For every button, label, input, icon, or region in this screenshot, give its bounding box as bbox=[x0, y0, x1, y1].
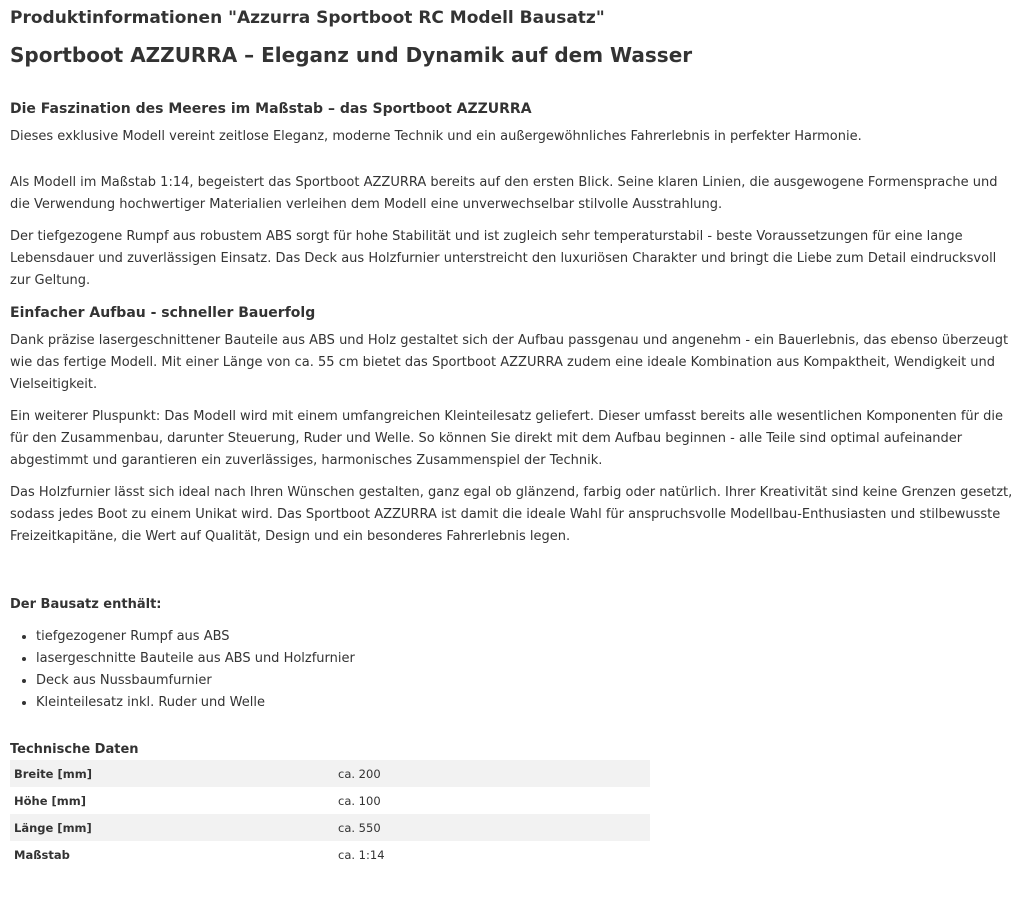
paragraph: Ein weiterer Pluspunkt: Das Modell wird mit einem umfangreichen Kleinteilesatz geliefert. Dieser umfasst bereits alle wesentlichen Komponenten für die für den Zusammenbau, darunter Steuerung, Ruder und Welle. So können Sie direkt mit dem Aufbau beginnen - alle Teile sind optimal aufeinander abgestimmt und garantieren ein zuverlässiges, harmonisches Zusammenspiel der Technik. bbox=[10, 409, 1004, 468]
kit-contents-title: Der Bausatz enthält: bbox=[10, 597, 162, 612]
kit-contents-list bbox=[10, 626, 1020, 714]
spec-label: Breite [mm] bbox=[10, 760, 334, 787]
tech-data-table bbox=[10, 760, 650, 868]
paragraph: Dank präzise lasergeschnittener Bauteile aus ABS und Holz gestaltet sich der Aufbau passgenau und angenehm - ein Bauerlebnis, das ebenso überzeugt wie das fertige Modell. Mit einer Länge von ca. 55 cm bietet das Sportboot AZZURRA zudem eine ideale Kombination aus Kompaktheit, Wendigkeit und Vielseitigkeit. bbox=[10, 333, 1009, 392]
table-row bbox=[10, 814, 650, 841]
spec-value: ca. 200 bbox=[334, 760, 650, 787]
list-item: • Deck aus Nussbaumfurnier bbox=[36, 670, 1020, 692]
table-row bbox=[10, 841, 650, 868]
spec-value: ca. 100 bbox=[338, 793, 381, 808]
table-row bbox=[10, 760, 650, 787]
tech-data-title: Technische Daten bbox=[10, 742, 139, 757]
paragraph: Der tiefgezogene Rumpf aus robustem ABS sorgt für hohe Stabilität und ist zugleich sehr temperaturstabil - beste Voraussetzungen für eine lange Lebensdauer und zuverlässigen Einsatz. Das Deck aus Holzfurnier unterstreicht den luxuriösen Charakter und bringt die Liebe zum Detail eindrucksvoll zur Geltung. bbox=[10, 229, 997, 288]
spec-value: ca. 1:14 bbox=[338, 847, 385, 862]
spec-label: Höhe [mm] bbox=[14, 793, 86, 808]
spec-label: Länge [mm] bbox=[10, 814, 334, 841]
spec-label: Maßstab bbox=[14, 847, 70, 862]
list-item: • tiefgezogener Rumpf aus ABS bbox=[36, 626, 1020, 648]
product-headline: Sportboot AZZURRA – Eleganz und Dynamik auf dem Wasser bbox=[10, 43, 693, 67]
section-title-fascination: Die Faszination des Meeres im Maßstab – das Sportboot AZZURRA bbox=[10, 101, 532, 117]
list-item: • lasergeschnitte Bauteile aus ABS und Holzfurnier bbox=[36, 648, 1020, 670]
list-item: • Kleinteilesatz inkl. Ruder und Welle bbox=[36, 692, 1020, 714]
section-title-assembly: Einfacher Aufbau - schneller Bauerfolg bbox=[10, 305, 316, 321]
paragraph: Als Modell im Maßstab 1:14, begeistert das Sportboot AZZURRA bereits auf den ersten Blick. Seine klaren Linien, die ausgewogene Formensprache und die Verwendung hochwertiger Materialien verleihen dem Modell eine unverwechselbar stilvolle Ausstrahlung. bbox=[10, 175, 998, 212]
table-row bbox=[10, 787, 650, 814]
paragraph: Das Holzfurnier lässt sich ideal nach Ihren Wünschen gestalten, ganz egal ob glänzend, farbig oder natürlich. Ihrer Kreativität sind keine Grenzen gesetzt, sodass jedes Boot zu einem Unikat wird. Das Sportboot AZZURRA ist damit die ideale Wahl für anspruchsvolle Modellbau-Enthusiasten und stilbewusste Freizeitkapitäne, die Wert auf Qualität, Design und ein besonderes Fahrerlebnis legen. bbox=[10, 485, 1013, 544]
page-title: Produktinformationen "Azzurra Sportboot RC Modell Bausatz" bbox=[10, 8, 605, 28]
spec-value: ca. 550 bbox=[334, 814, 650, 841]
paragraph: Dieses exklusive Modell vereint zeitlose Eleganz, moderne Technik und ein außergewöhnliches Fahrerlebnis in perfekter Harmonie. bbox=[10, 129, 862, 144]
